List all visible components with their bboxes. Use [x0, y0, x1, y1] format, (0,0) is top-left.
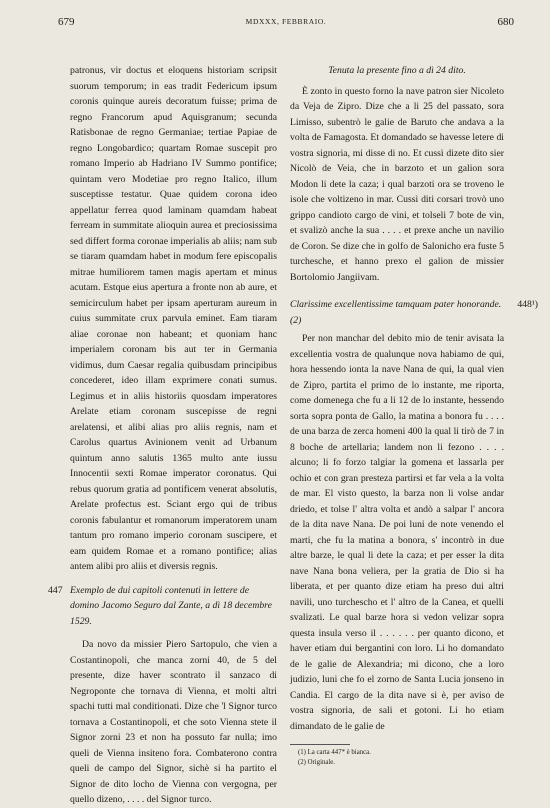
letter-paragraph: Da novo da missier Piero Sartopulo, che vien a Costantinopoli, che manca zorni 40, de 5 del presente, dize haver scontrato il sanzaco di Negroponte che tornava di Vienna, et molti altri spachi tutti mal conditionati. Dize che 'l Signor turco tornava a Costantinopoli, et che soto Vienna stete il Signor zorni 23 et non ha possuto far nulla; imo queli de Vienna insiteno fora. Combaterono contra queli de campo del Signor, sichè si ha partito el Signor de dito locho de Vienna con vergogna, per quello dizeno, . . . . del Signor turco.: [70, 639, 277, 805]
entry-number: 447: [48, 584, 63, 596]
entry-title: Exemplo de dui capitoli contenuti in lettere de domino Jacomo Seguro dal Zante, a dì 18 decembre 1529.: [70, 584, 272, 627]
page-number-left: 679: [58, 16, 75, 28]
footnotes: [298, 748, 371, 768]
running-title: MDXXX, FEBBRAIO.: [245, 17, 327, 26]
entry-title-right: Clarissime excellentissime tamquam pater honorande. (2): [290, 299, 502, 326]
right-column: [290, 63, 538, 734]
page-number-right: 680: [497, 16, 514, 28]
entry-heading-right: [290, 297, 538, 328]
footnote-rule: [290, 744, 350, 745]
section-subheading: Tenuta la presente fino a dì 24 dito.: [328, 65, 466, 76]
letter-paragraph-right: Per non manchar del debito mio de tenir avisata la excellentia vostra de qualunque nova habiamo de qui, hora hessendo ionta la nave Nana de qui, la qual vien de Zipro, partita el primo de lo instante, me riporta, come domenega che fu a li 12 de lo instante, hessendo sorta sopra ponta de Gallo, la matina a bonora fu . . . . de una barza de zerca homeni 400 la qual li tirò de 7 in 8 boche de artellaria; landem non li fezono . . . . alcuno; li fo forzo talgiar la gomena et lassarla per ochio et con gran presteza partirsi et far vela a la volta de mar. El visto questo, la barza non li volse andar driedo, et tolse l' altra volta et andò a salpar l' ancora de la dita nave Nana. De poi luni de note venendo el marti, che fu la matina a bonora, s' incontrò in due altre barze, le qual li dete la caza; et per esser la dita nave Nana bona veliera, per la gratia de Dio si ha liberata, et per quanto dize etiam ha preso dui altri navili, uno turchescho et l' altro de la Canea, et quelli svalizati. Le qual barze hora si vedon velizar sopra questa insula verso il . . . . . . per quanto dicono, et haver etiam dui bergantini con loro. Li ho domandato de le galie de Alexandria; mi dicono, che a loro judizio, luni che fo el zorno de Santa Lucia jonseno in Candia. El cargo de la dita nave si è, per aviso de vostra signoria, de sali et gotoni. Li ho etiam dimandato de le galie de: [290, 333, 504, 732]
entry-heading: [48, 583, 277, 630]
left-column: [48, 63, 277, 808]
footnote-2: (2) Originale.: [298, 759, 335, 766]
latin-paragraph: patronus, vir doctus et eloquens historiam scripsit suorum temporum; in eas tradit Federicum ipsum coronis quinque aureis decoratum fuisse; prima de regno Francorum apud Aquisgranum; secunda Ratisbonae de regno Germaniae; tertiae Papiae de regno Longobardico; quartam Romae suscepit pro romano Imperio ab Hadriano IV Summo pontifice; quintam vero Modetiae pro regno Italico, illum susceptisse testatur. Quae quidem corona ideo appellatur ferrea quod laminam quamdam habeat ferream in summitate alioquin aurea et preciosissima sed differt forma coronae imperialis ab aliis; nam sub se tiaram quamdam habet in modum fere episcopalis mitrae humiliorem tamen magis apertam et minus acutam. Estque eius apertura a fronte non ab aure, et semicirculum habet per ipsam aperturam aureum in cuius summitate crux parvula eminet. Eam tiaram aliae coronae non habeant; et quoniam hanc imperialem coronam bis aut ter in Germania vidimus, dum Caesar regalia quibusdam principibus concederet, ideo illam exprimere conati sumus. Legimus et in aliis historiis quosdam imperatores Arelate etiam coronam suscepisse de regni arelatensi, et alibi alias pro aliis regnis, nam et Carolus quartus Avinionem venit ad Urbanum quintum anno salutis 1365 multo ante iussu Innocentii sexti Romae imperator coronatus. Qui rebus quorum gratia ad pontificem venerat absolutis, Arelate profectus est. Sciant ergo qui de tribus coronis fabulantur et romanorum imperatorem unam tantum pro romano imperio coronam suscipere, et eam quidem Romae et a romano pontifice; alias antem alibi pro aliis et diversis regnis.: [70, 65, 277, 572]
entry-number-right: 448¹): [517, 299, 538, 310]
page-header: [58, 16, 514, 32]
footnote-1: (1) La carta 447* è bianca.: [298, 749, 371, 756]
report-paragraph: È zonto in questo forno la nave patron sier Nicoleto da Veja de Zipro. Dize che a li 25 del passato, sora Limisso, subentrò le galie de Baruto che andava a la volta de Famagosta. Et domandado se havesse letere di vostra signoria, mi disse di no. Et cussì dizete dito sier Nicolò de Veia, che in barzoto et un galion sora Modon li dete la caza; i qual barzoti ora se troveno le isole che voltizeno in mar. Cussì diti corsari trovò uno grippo candioto cargo de vini, et tolseli 7 bote de vin, et svalizò anche la sua . . . . et prexe anche un navilio de Coron. Se dize che in golfo de Salonicho era fuste 5 turchesche, et hanno prexo el galion de missier Bortolomio Jangiivam.: [290, 85, 504, 283]
